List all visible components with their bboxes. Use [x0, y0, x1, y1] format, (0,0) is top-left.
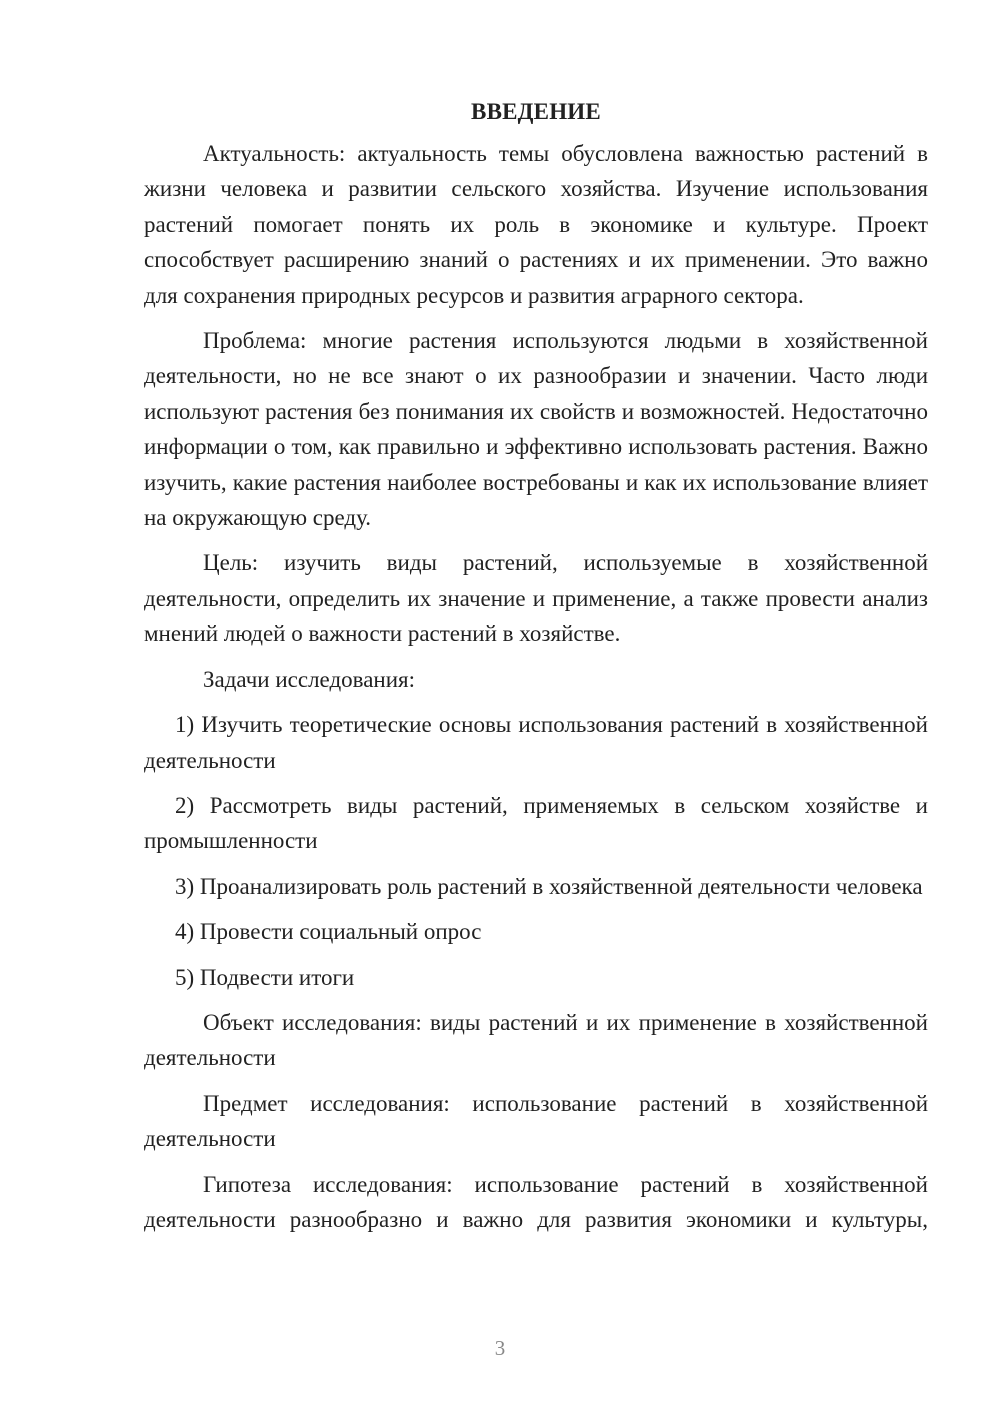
tasks-list	[144, 707, 928, 995]
task-item: 3) Проанализировать роль растений в хозяйственной деятельности человека	[175, 873, 923, 899]
paragraph-problem: Проблема: многие растения используются людьми в хозяйственной деятельности, но не все знают о их разнообразии и значении. Часто люди используют растения без понимания их свойств и возможностей. Недостаточно информации о том, как правильно и эффективно использовать растения. Важно изучить, какие растения наиболее востребованы и как их использование влияет на окружающую среду.	[144, 328, 928, 531]
paragraph-hypothesis: Гипотеза исследования: использование растений в хозяйственной деятельности разнообразно и важно для развития экономики и культуры,	[144, 1171, 928, 1232]
task-item: 1) Изучить теоретические основы использования растений в хозяйственной деятельности	[144, 712, 928, 773]
task-item: 5) Подвести итоги	[175, 964, 355, 990]
page-body	[144, 94, 928, 1247]
paragraph-object: Объект исследования: виды растений и их применение в хозяйственной деятельности	[144, 1009, 928, 1071]
task-item: 4) Провести социальный опрос	[175, 919, 482, 945]
section-heading: ВВЕДЕНИЕ	[471, 99, 601, 124]
paragraph-relevance: Актуальность: актуальность темы обусловлена важностью растений в жизни человека и развитии сельского хозяйства. Изучение использования растений помогает понять их роль в экономике и культуре. Проект способствует расширению знаний о растениях и их применении. Это важно для сохранения природных ресурсов и развития аграрного сектора.	[144, 141, 928, 308]
task-item: 2) Рассмотреть виды растений, применяемых в сельском хозяйстве и промышленности	[144, 792, 928, 854]
paragraph-subject: Предмет исследования: использование растений в хозяйственной деятельности	[144, 1090, 928, 1152]
page-number: 3	[494, 1336, 506, 1360]
paragraph-goal: Цель: изучить виды растений, используемые в хозяйственной деятельности, определить их значение и применение, а также провести анализ мнений людей о важности растений в хозяйстве.	[144, 550, 928, 647]
paragraph-tasks-intro: Задачи исследования:	[203, 666, 416, 692]
